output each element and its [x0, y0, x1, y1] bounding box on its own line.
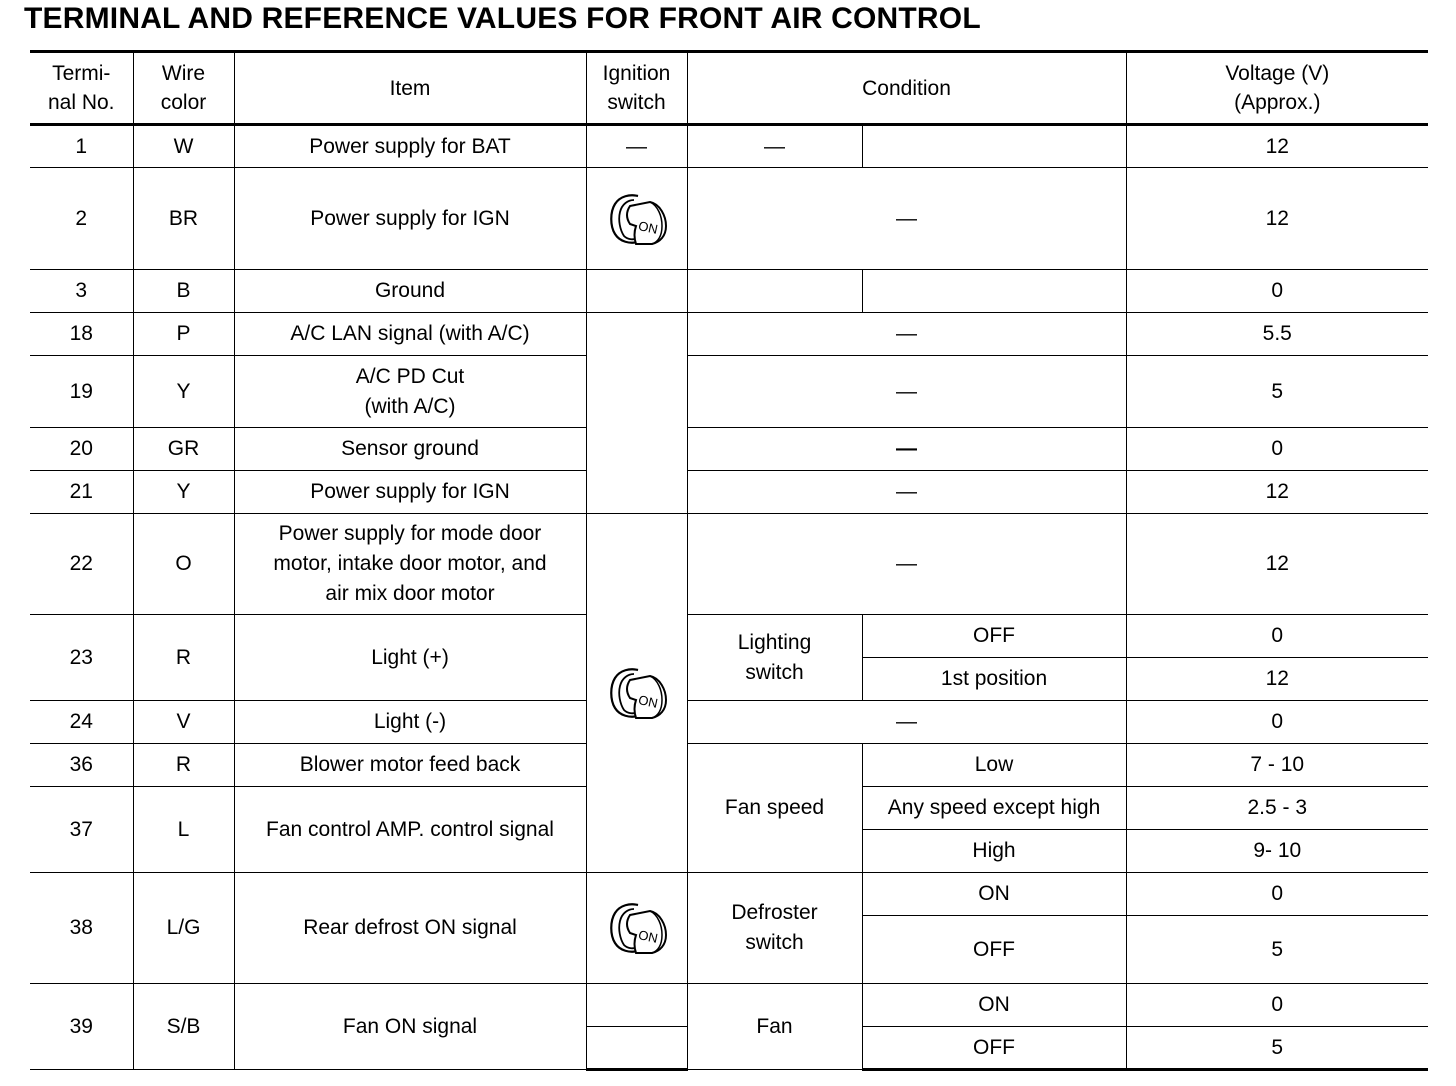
voltage: 5.5	[1126, 313, 1428, 356]
item: Light (-)	[234, 701, 586, 744]
table-row	[30, 471, 1428, 514]
condition-state: ON	[862, 873, 1126, 916]
table-row	[30, 428, 1428, 471]
item: Light (+)	[234, 615, 586, 701]
item: Power supply for BAT	[234, 125, 586, 168]
wire-color: P	[133, 313, 234, 356]
terminal-no: 38	[30, 873, 133, 984]
voltage: 12	[1126, 168, 1428, 270]
wire-color: L/G	[133, 873, 234, 984]
ignition-switch	[586, 270, 687, 313]
voltage: 12	[1126, 514, 1428, 615]
item: A/C LAN signal (with A/C)	[234, 313, 586, 356]
terminal-no: 23	[30, 615, 133, 701]
wire-color: R	[133, 744, 234, 787]
item: Power supply for mode door motor, intake door motor, and air mix door motor	[234, 514, 586, 615]
wire-color: GR	[133, 428, 234, 471]
ignition-switch	[586, 984, 687, 1027]
terminal-no: 3	[30, 270, 133, 313]
condition: —	[687, 471, 1126, 514]
condition: —	[687, 125, 862, 168]
voltage: 5	[1126, 916, 1428, 984]
table-row	[30, 125, 1428, 168]
item: Blower motor feed back	[234, 744, 586, 787]
header-voltage: Voltage (V) (Approx.)	[1126, 52, 1428, 125]
voltage: 0	[1126, 428, 1428, 471]
header-terminal-no: Termi- nal No.	[30, 52, 133, 125]
terminal-no: 37	[30, 787, 133, 873]
wire-color: V	[133, 701, 234, 744]
voltage: 12	[1126, 658, 1428, 701]
terminal-no: 18	[30, 313, 133, 356]
terminal-no: 2	[30, 168, 133, 270]
item: Fan ON signal	[234, 984, 586, 1070]
voltage: 5	[1126, 1027, 1428, 1070]
item: Power supply for IGN	[234, 471, 586, 514]
terminal-no: 21	[30, 471, 133, 514]
condition	[687, 270, 862, 313]
wire-color: S/B	[133, 984, 234, 1070]
item: Rear defrost ON signal	[234, 873, 586, 984]
table-row	[30, 313, 1428, 356]
table-row	[30, 701, 1428, 744]
terminal-no: 36	[30, 744, 133, 787]
condition-state: OFF	[862, 916, 1126, 984]
voltage: 0	[1126, 873, 1428, 916]
condition: —	[687, 514, 1126, 615]
terminal-reference-table	[30, 50, 1428, 1071]
table-header-row	[30, 52, 1428, 125]
item: Sensor ground	[234, 428, 586, 471]
condition: —	[687, 168, 1126, 270]
table-row	[30, 615, 1428, 658]
wire-color: Y	[133, 356, 234, 428]
condition: —	[687, 701, 1126, 744]
condition: —	[687, 356, 1126, 428]
wire-color: Y	[133, 471, 234, 514]
svg-text:ON: ON	[636, 217, 659, 237]
condition-state: ON	[862, 984, 1126, 1027]
table-row	[30, 270, 1428, 313]
condition-fan-speed: Fan speed	[687, 744, 862, 873]
ignition-key-on-icon	[604, 660, 670, 726]
terminal-no: 39	[30, 984, 133, 1070]
table-row	[30, 168, 1428, 270]
condition-state: OFF	[862, 1027, 1126, 1070]
header-ignition-switch: Ignition switch	[586, 52, 687, 125]
ignition-key-on-icon	[604, 186, 670, 252]
table-row	[30, 873, 1428, 916]
condition-lighting-switch: Lighting switch	[687, 615, 862, 701]
svg-text:ON: ON	[636, 692, 659, 711]
table-row	[30, 514, 1428, 615]
terminal-no: 24	[30, 701, 133, 744]
condition-state: 1st position	[862, 658, 1126, 701]
item: Power supply for IGN	[234, 168, 586, 270]
wire-color: L	[133, 787, 234, 873]
page-title: TERMINAL AND REFERENCE VALUES FOR FRONT AIR CONTROL	[24, 2, 981, 35]
ignition-switch	[586, 168, 687, 270]
terminal-no: 1	[30, 125, 133, 168]
ignition-switch: —	[586, 125, 687, 168]
header-wire-color: Wire color	[133, 52, 234, 125]
voltage: 9- 10	[1126, 830, 1428, 873]
terminal-no: 22	[30, 514, 133, 615]
ignition-key-on-icon	[604, 895, 670, 961]
header-item: Item	[234, 52, 586, 125]
terminal-no: 20	[30, 428, 133, 471]
wire-color: B	[133, 270, 234, 313]
wire-color: BR	[133, 168, 234, 270]
voltage: 12	[1126, 125, 1428, 168]
wire-color: O	[133, 514, 234, 615]
condition-defroster-switch: Defroster switch	[687, 873, 862, 984]
voltage: 5	[1126, 356, 1428, 428]
condition-state: Low	[862, 744, 1126, 787]
voltage: 0	[1126, 701, 1428, 744]
condition: —	[687, 313, 1126, 356]
voltage: 0	[1126, 984, 1428, 1027]
item: Fan control AMP. control signal	[234, 787, 586, 873]
wire-color: R	[133, 615, 234, 701]
voltage: 0	[1126, 270, 1428, 313]
voltage: 0	[1126, 615, 1428, 658]
svg-text:ON: ON	[636, 927, 659, 946]
ignition-switch	[586, 313, 687, 514]
item: A/C PD Cut (with A/C)	[234, 356, 586, 428]
terminal-no: 19	[30, 356, 133, 428]
header-condition: Condition	[687, 52, 1126, 125]
wire-color: W	[133, 125, 234, 168]
ignition-switch	[586, 1027, 687, 1070]
condition: —	[687, 428, 1126, 471]
voltage: 2.5 - 3	[1126, 787, 1428, 830]
condition-state: Any speed except high	[862, 787, 1126, 830]
voltage: 12	[1126, 471, 1428, 514]
item: Ground	[234, 270, 586, 313]
condition-state	[862, 270, 1126, 313]
condition-fan: Fan	[687, 984, 862, 1070]
ignition-switch	[586, 514, 687, 873]
table-row	[30, 744, 1428, 787]
table-row	[30, 356, 1428, 428]
voltage: 7 - 10	[1126, 744, 1428, 787]
condition-state: High	[862, 830, 1126, 873]
ignition-switch	[586, 873, 687, 984]
condition-state: OFF	[862, 615, 1126, 658]
condition-state	[862, 125, 1126, 168]
table-row	[30, 984, 1428, 1027]
